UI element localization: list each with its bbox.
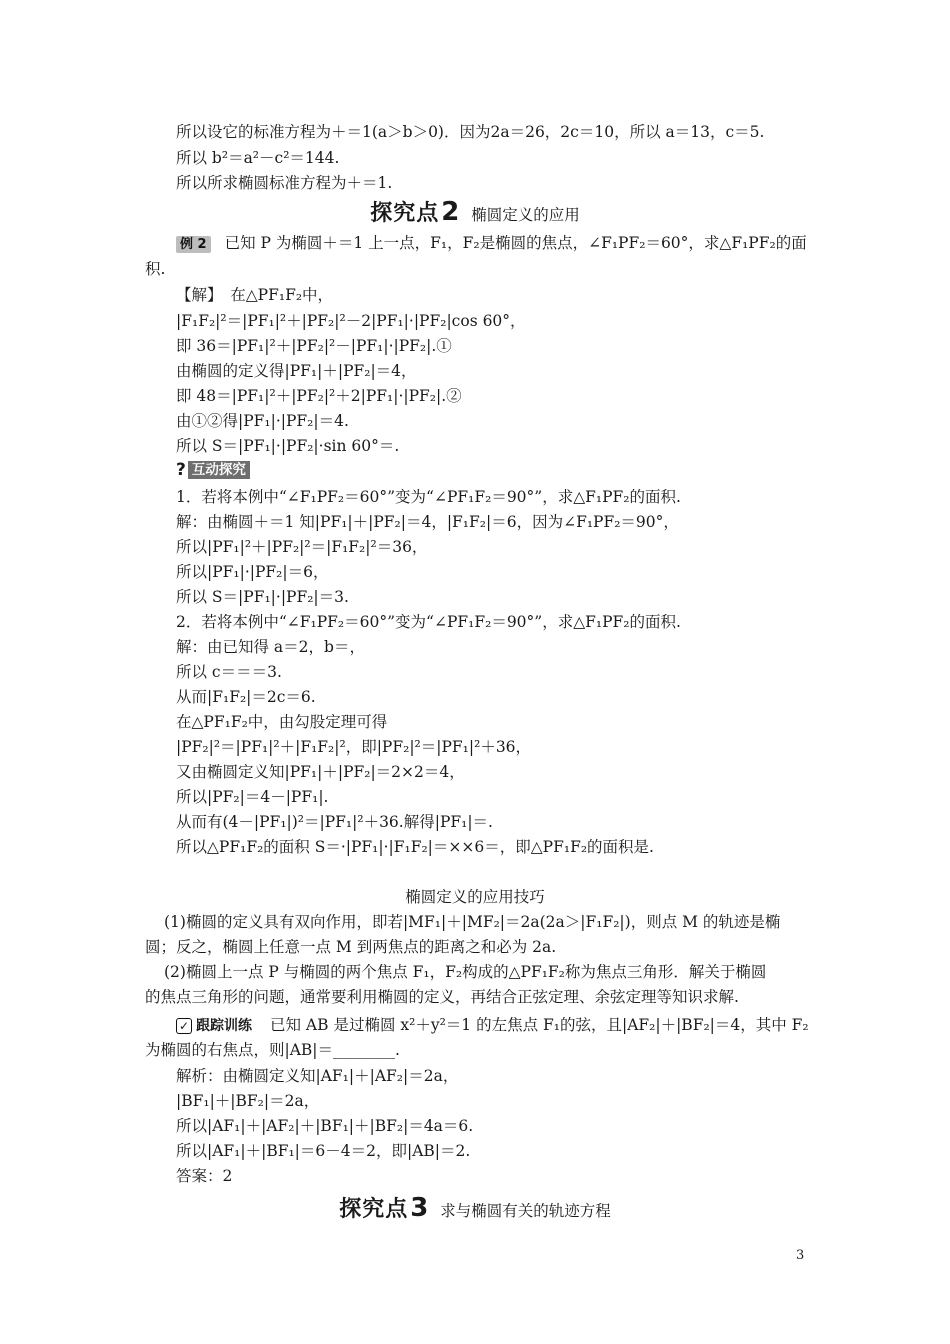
interact-line: 所以 S＝|PF₁|·|PF₂|＝3. xyxy=(176,588,349,606)
interact-line: 所以△PF₁F₂的面积 S＝·|PF₁|·|F₁F₂|＝××6＝，即△PF₁F₂的面积是. xyxy=(176,838,654,856)
interact-line: 从而有(4－|PF₁|)²＝|PF₁|²＋36.解得|PF₁|＝. xyxy=(176,813,493,831)
section-heading-3 xyxy=(0,1192,950,1223)
interact-line: 解：由椭圆＋＝1 知|PF₁|＋|PF₂|＝4，|F₁F₂|＝6，因为∠F₁PF₂＝90°， xyxy=(176,513,679,531)
analysis-line: 解析：由椭圆定义知|AF₁|＋|AF₂|＝2a， xyxy=(176,1067,459,1085)
section-number: 2 xyxy=(441,197,460,227)
text-line: 积. xyxy=(145,260,166,278)
interact-heading xyxy=(176,460,250,480)
solution-line: 由椭圆的定义得|PF₁|＋|PF₂|＝4， xyxy=(176,362,417,380)
solution-line: 【解】 在△PF₁F₂中， xyxy=(176,286,334,304)
tips-line: 的焦点三角形的问题，通常要利用椭圆的定义，再结合正弦定理、余弦定理等知识求解. xyxy=(145,988,739,1006)
text-line: 所以所求椭圆标准方程为＋＝1. xyxy=(176,174,393,192)
example-tag: 例 2 xyxy=(176,236,211,253)
tracking-text: 已知 AB 是过椭圆 x²＋y²＝1 的左焦点 F₁的弦，且|AF₂|＋|BF₂|＝4，其中 F₂ xyxy=(270,1016,809,1034)
interact-line: 所以|PF₁|²＋|PF₂|²＝|F₁F₂|²＝36， xyxy=(176,538,428,556)
analysis-line: |BF₁|＋|BF₂|＝2a， xyxy=(176,1092,320,1110)
section-subtitle: 求与椭圆有关的轨迹方程 xyxy=(440,1202,611,1220)
tips-line: (1)椭圆的定义具有双向作用，即若|MF₁|＋|MF₂|＝2a(2a＞|F₁F₂|)，则点 M 的轨迹是椭 xyxy=(164,913,781,931)
tracking-line xyxy=(176,1015,809,1036)
section-heading-2 xyxy=(0,196,950,227)
tips-title: 椭圆定义的应用技巧 xyxy=(405,888,545,906)
solution-line: 由①②得|PF₁|·|PF₂|＝4. xyxy=(176,412,349,430)
solution-line: 即 36＝|PF₁|²＋|PF₂|²－|PF₁|·|PF₂|.① xyxy=(176,337,452,355)
interact-line: 解：由已知得 a＝2，b＝， xyxy=(176,638,365,656)
text-line: 为椭圆的右焦点，则|AB|＝________. xyxy=(145,1041,400,1059)
example-line xyxy=(176,233,807,253)
analysis-line: 所以|AF₁|＋|BF₁|＝6－4＝2，即|AB|＝2. xyxy=(176,1142,471,1160)
interact-line: 2．若将本例中“∠F₁PF₂＝60°”变为“∠PF₁F₂＝90°”，求△F₁PF₂的面积. xyxy=(176,613,681,631)
interact-line: |PF₂|²＝|PF₁|²＋|F₁F₂|²，即|PF₂|²＝|PF₁|²＋36， xyxy=(176,738,532,756)
text-line: 所以设它的标准方程为＋＝1(a＞b＞0)．因为2a＝26，2c＝10，所以 a＝13，c＝5. xyxy=(176,123,765,141)
interact-line: 1．若将本例中“∠F₁PF₂＝60°”变为“∠PF₁F₂＝90°”，求△F₁PF₂的面积. xyxy=(176,488,681,506)
section-subtitle: 椭圆定义的应用 xyxy=(471,206,580,224)
section-number: 3 xyxy=(410,1193,429,1223)
example-text: 已知 P 为椭圆＋＝1 上一点，F₁，F₂是椭圆的焦点，∠F₁PF₂＝60°，求△F₁PF₂的面 xyxy=(224,234,807,252)
interact-line: 所以 c＝＝＝3. xyxy=(176,663,282,681)
interact-line: 在△PF₁F₂中，由勾股定理可得 xyxy=(176,713,388,731)
tips-line: 圆；反之，椭圆上任意一点 M 到两焦点的距离之和必为 2a. xyxy=(145,938,557,956)
interact-label: 互动探究 xyxy=(188,461,250,479)
page-number: 3 xyxy=(796,1248,805,1263)
text-line: 所以 b²＝a²－c²＝144. xyxy=(176,149,340,167)
interact-line: 从而|F₁F₂|＝2c＝6. xyxy=(176,688,316,706)
tips-line: (2)椭圆上一点 P 与椭圆的两个焦点 F₁，F₂构成的△PF₁F₂称为焦点三角形．解关于椭圆 xyxy=(164,963,767,981)
analysis-line: 所以|AF₁|＋|AF₂|＋|BF₁|＋|BF₂|＝4a＝6. xyxy=(176,1117,474,1135)
section-title: 探究点 xyxy=(339,1197,409,1222)
answer-line: 答案：2 xyxy=(176,1167,233,1185)
check-icon: ✓ xyxy=(176,1018,192,1034)
interact-line: 所以|PF₁|·|PF₂|＝6， xyxy=(176,563,329,581)
interact-line: 又由椭圆定义知|PF₁|＋|PF₂|＝2×2＝4， xyxy=(176,763,465,781)
section-title: 探究点 xyxy=(370,201,440,226)
tracking-label: 跟踪训练 xyxy=(196,1018,252,1034)
solution-line: 所以 S＝|PF₁|·|PF₂|·sin 60°＝. xyxy=(176,437,400,455)
question-icon: ? xyxy=(176,460,186,480)
solution-line: |F₁F₂|²＝|PF₁|²＋|PF₂|²－2|PF₁|·|PF₂|cos 60°， xyxy=(176,312,526,330)
interact-line: 所以|PF₂|＝4－|PF₁|. xyxy=(176,788,329,806)
solution-line: 即 48＝|PF₁|²＋|PF₂|²＋2|PF₁|·|PF₂|.② xyxy=(176,387,462,405)
